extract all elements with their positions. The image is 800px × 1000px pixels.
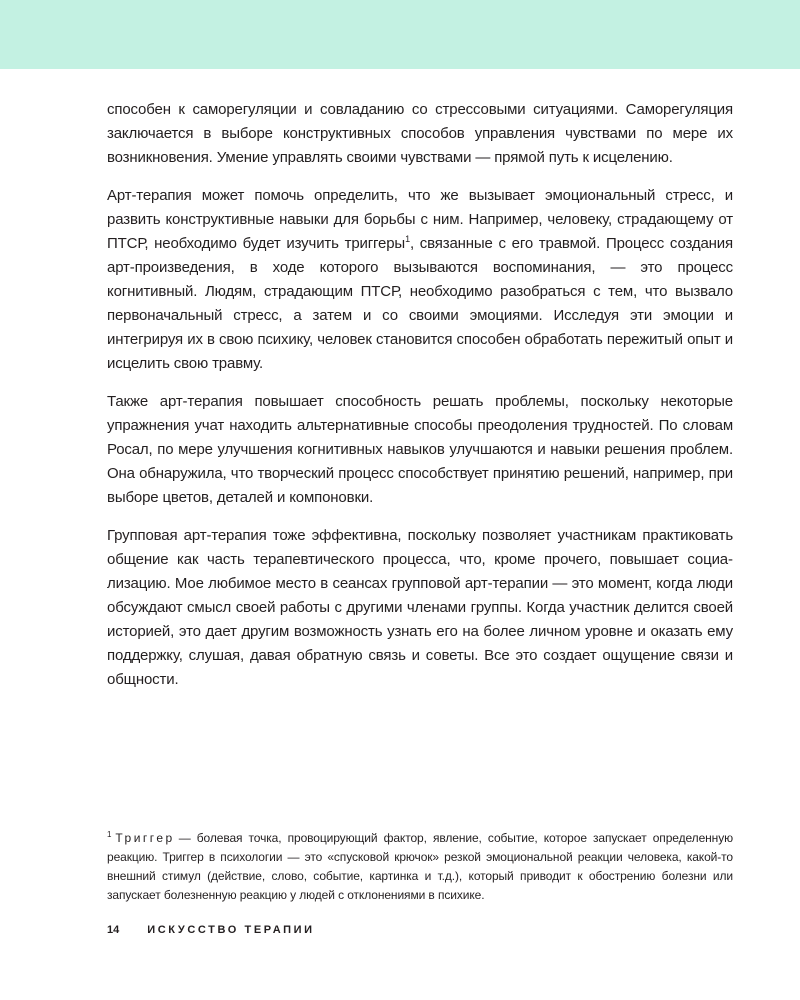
footnote-reference[interactable]: 1	[405, 234, 410, 244]
body-text	[107, 98, 733, 706]
paragraph: Групповая арт-терапия тоже эффективна, поскольку позволяет участникам практиковать общение как часть терапевтического процесса, что, кроме прочего, повышает социализацию. Мое любимое место в сеансах групповой арт-терапии — это момент, когда люди обсуждают смысл своей работы с другими членами группы. Когда участник делится своей историей, это дает другим возможность узнать его на более личном уровне и оказать ему поддержку, слушая, давая обратную связь и советы. Все это создает ощущение связи и общности.	[107, 527, 733, 688]
paragraph: способен к саморегуляции и совладанию со стрессовыми ситуациями. Саморегуляция заключается в выборе конструктивных способов управления чувствами по мере их возникновения. Умение управлять своими чувствами — прямой путь к исцелению.	[107, 101, 733, 166]
page-number: 14	[107, 924, 120, 936]
paragraph-text: Арт-терапия может помочь определить, что же вызывает эмоциональный стресс, и развить конструктивные навыки для борьбы с ним. Например, человеку, страдающему от ПТСР, необходимо будет изучить триггеры	[107, 187, 733, 252]
footnote-text: — болевая точка, провоцирующий фактор, явление, событие, которое запускает определенную реакцию. Триггер в психологии — это «спусковой крючок» резкой эмоциональной реакции человека, какой-то внешний стимул (действие, слово, событие, картинка и т.д.), который приводит к обострению болезни или запускает болезненную реакцию у людей с отклонениями в психике.	[107, 831, 733, 902]
page-footer	[107, 924, 315, 936]
paragraph-text: , связанные с его травмой. Процесс создания арт-произведения, в ходе которого вызываются воспоминания, — это процесс когнитивный. Людям, страдающим ПТСР, необходимо разобраться с тем, что вызвало первоначальный стресс, а затем и со своими эмоциями. Исследуя эти эмоции и интегрируя их в свою психику, человек становится способен обработать пережитый опыт и исцелить свою травму.	[107, 235, 733, 372]
footnote	[107, 829, 733, 905]
paragraph: Также арт-терапия повышает способность решать проблемы, поскольку некоторые упражнения учат находить альтернативные способы преодоления трудностей. По словам Росал, по мере улучшения когнитивных навыков улучшаются и навыки решения проблем. Она обнаружила, что творческий процесс способствует принятию решений, например, при выборе цветов, деталей и компоновки.	[107, 393, 733, 506]
header-band	[0, 0, 800, 69]
footnote-term: Триггер	[115, 831, 175, 845]
running-title: ИСКУССТВО ТЕРАПИИ	[147, 924, 315, 936]
footnote-marker: 1	[107, 830, 112, 839]
paragraph	[107, 184, 733, 376]
